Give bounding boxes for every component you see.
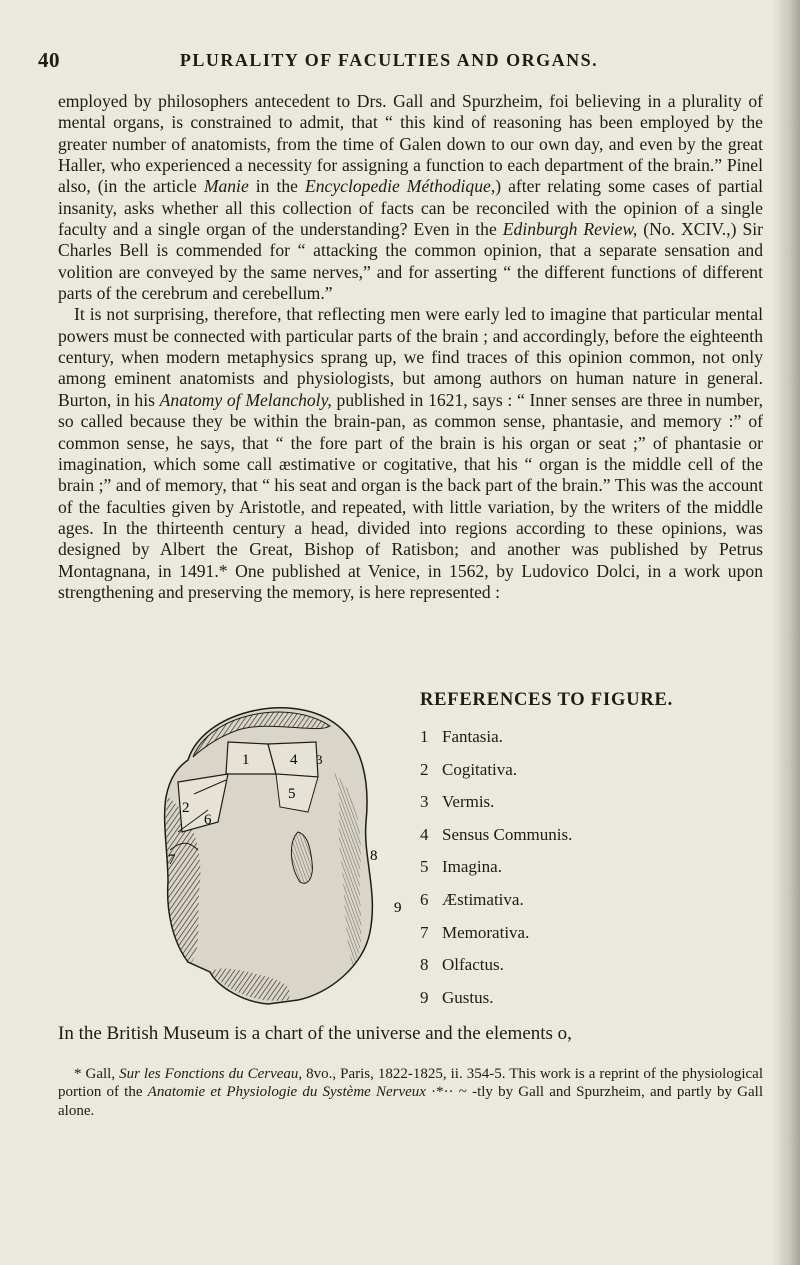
text-run: 8vo., Paris, 1822-1825, ii. 354-5. This work is a reprint of the physiological portion of the <box>58 1066 763 1101</box>
reference-label: Vermis. <box>442 792 495 812</box>
running-title: PLURALITY OF FACULTIES AND ORGANS. <box>179 50 599 70</box>
reference-number: 1 <box>420 727 429 746</box>
illus-mark-7: 7 <box>168 852 176 868</box>
text-run: (No. XCIV.,) Sir Charles Bell is commended for “ attacking the common opinion, that a separate sensation and volition are conveyed by the same nerves,” and for asserting “ the different functions of different parts of the cerebrum and cerebellum.” <box>58 219 763 304</box>
reference-label: Olfactus. <box>442 955 504 975</box>
paragraph <box>58 91 763 304</box>
figure <box>148 682 768 1014</box>
reference-number: 8 <box>420 955 429 975</box>
text-run: published in 1621, says : “ Inner senses are three in number, so called because they be within the brain-pan, as common sense, phantasie, and memory :” of common sense, he says, that “ the fore part of the brain is his organ or seat ;” of phantasie or imagination, which some call æstimative or cogitative, that his “ organ is the middle cell of the brain ;” and of memory, that “ his seat and organ is the back part of the brain.” This was the account of the faculties given by Aristotle, and repeated, with little variation, by the writers of the middle ages. In the thirteenth century a head, divided into regions according to these opinions, was designed by Albert the Great, Bishop of Ratisbon; and another was published by Petrus Montagnana, in 1491.* One published at Venice, in 1562, by Ludovico Dolci, in a work upon strengthening and preserving the memory, is here represented : <box>58 389 763 602</box>
italic-run: Edinburgh Review, <box>502 219 638 240</box>
illus-mark-2: 2 <box>182 800 190 816</box>
illus-mark-9: 9 <box>394 900 402 916</box>
footnote <box>58 1065 763 1120</box>
reference-item <box>420 857 760 890</box>
reference-label: Imagina. <box>442 857 502 877</box>
body-text <box>58 91 763 603</box>
italic-run: Anatomie et Physiologie du Système Nerveux <box>147 1084 426 1101</box>
italic-run: Anatomy of Melancholy, <box>159 389 332 410</box>
page-edge-shadow <box>772 0 800 1265</box>
reference-label: Fantasia. <box>442 727 503 746</box>
reference-number: 4 <box>420 824 429 844</box>
reference-number: 7 <box>420 922 429 942</box>
reference-item <box>420 760 760 793</box>
italic-run: Sur les Fonctions du Cerveau, <box>119 1066 303 1082</box>
text-run: * Gall, <box>74 1066 120 1082</box>
reference-label: Cogitativa. <box>442 759 518 779</box>
reference-number: 2 <box>420 759 429 779</box>
references-title: REFERENCES TO FIGURE. <box>420 690 674 710</box>
text-run: in the <box>248 176 306 197</box>
reference-item <box>420 988 760 1021</box>
text-run: ·*·· ~ -tly by Gall and Spurzheim, and partly by Gall alone. <box>58 1084 763 1119</box>
reference-item <box>420 792 760 825</box>
illus-mark-3: 3 <box>316 752 323 767</box>
reference-item <box>420 923 760 956</box>
reference-label: Memorativa. <box>442 922 530 942</box>
illus-mark-4: 4 <box>290 752 298 768</box>
reference-label: Æstimativa. <box>442 889 524 909</box>
reference-label: Gustus. <box>442 987 494 1007</box>
illus-mark-8: 8 <box>370 848 378 864</box>
page-number: 40 <box>38 48 60 72</box>
illus-mark-1: 1 <box>242 752 250 768</box>
running-header <box>38 48 740 78</box>
reference-number: 9 <box>420 987 429 1007</box>
references-list <box>420 690 760 1020</box>
reference-item <box>420 890 760 923</box>
head-illustration <box>148 682 408 1012</box>
text-run: It is not surprising, therefore, that reflecting men were early led to imagine that particular mental powers must be connected with particular parts of the brain ; and accordingly, before the eighteenth century, when modern metaphysics sprang up, we find traces of this opinion common, not only among eminent anatomists and physiologists, but among authors on human nature in general. Burton, in his <box>58 304 763 410</box>
illus-mark-5: 5 <box>288 786 296 802</box>
text-run: employed by philosophers antecedent to Drs. Gall and Spurzheim, foi believing in a plurality of mental organs, is constrained to admit, that “ this kind of reasoning has been employed by the greater number of anatomists, from the time of Galen down to our own day, and even by the great Haller, who experienced a necessity for assigning a function to each department of the brain.” Pinel also, (in the article <box>58 91 763 197</box>
reference-number: 6 <box>420 889 429 909</box>
reference-label: Sensus Communis. <box>442 824 573 844</box>
figure-caption: In the British Museum is a chart of the universe and the elements o, <box>58 1023 572 1044</box>
reference-item <box>420 825 760 858</box>
text-run: ) after relating some cases of partial insanity, asks whether all this collection of facts can be reconciled with the opinion of a single faculty and a single organ of the understanding? Even in the <box>58 176 764 240</box>
reference-item <box>420 955 760 988</box>
italic-run: Encyclopedie Méthodique, <box>305 176 496 197</box>
footnote-text <box>58 1065 763 1120</box>
italic-run: Manie <box>203 176 249 197</box>
reference-item <box>420 727 760 760</box>
reference-number: 3 <box>420 792 429 812</box>
reference-number: 5 <box>420 857 429 877</box>
illus-mark-6: 6 <box>204 812 212 828</box>
paragraph <box>58 304 763 603</box>
